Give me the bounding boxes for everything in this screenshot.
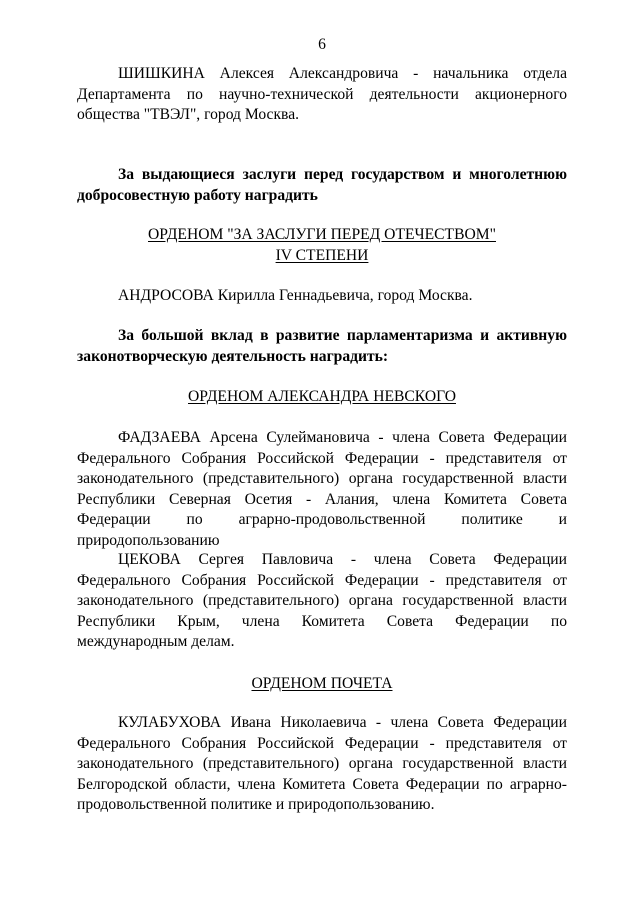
order-heading-honor-text: ОРДЕНОМ ПОЧЕТА (251, 675, 393, 692)
order-heading-nevsky (77, 387, 567, 408)
award-intro-parliament: За большой вклад в развитие парламентаризма и активную законотворческую деятельность наградить: (77, 327, 567, 365)
award-recipient-tsekov: ЦЕКОВА Сергея Павловича - члена Совета Федерации Федерального Собрания Российской Федерации - представителя от законодательного (представительного) органа государственной власти Республики Крым, члена Комитета Совета Федерации по международным делам. (77, 551, 567, 651)
award-recipient-fadzaev: ФАДЗАЕВА Арсена Сулеймановича - члена Совета Федерации Федерального Собрания Российской Федерации - представителя от законодательного (представительного) органа государственной власти Республики Северная Осетия - Алания, члена Комитета Совета Федерации по аграрно-продовольственной политике и природопользованию (77, 429, 567, 549)
award-recipient-shishkin: ШИШКИНА Алексея Александровича - начальника отдела Департамента по научно-технической деятельности акционерного общества "ТВЭЛ", город Москва. (77, 65, 567, 124)
order-heading-merit-fatherland (77, 225, 567, 246)
order-heading-degree (77, 246, 567, 267)
award-recipient-androsov: АНДРОСОВА Кирилла Геннадьевича, город Москва. (118, 287, 473, 304)
order-heading-line2: IV СТЕПЕНИ (275, 247, 369, 264)
award-recipient-kulabukhov: КУЛАБУХОВА Ивана Николаевича - члена Совета Федерации Федерального Собрания Российской Федерации - представителя от законодательного (представительного) органа государственной власти Белгородской области, члена Комитета Совета Федерации по аграрно-продовольственной политике и природопользованию. (77, 714, 567, 814)
award-intro-merits: За выдающиеся заслуги перед государством и многолетнюю добросовестную работу наградить (77, 166, 567, 204)
order-heading-nevsky-text: ОРДЕНОМ АЛЕКСАНДРА НЕВСКОГО (188, 388, 456, 405)
order-heading-honor (77, 674, 567, 695)
page-number: 6 (318, 36, 326, 53)
order-heading-line1: ОРДЕНОМ "ЗА ЗАСЛУГИ ПЕРЕД ОТЕЧЕСТВОМ" (148, 226, 496, 243)
